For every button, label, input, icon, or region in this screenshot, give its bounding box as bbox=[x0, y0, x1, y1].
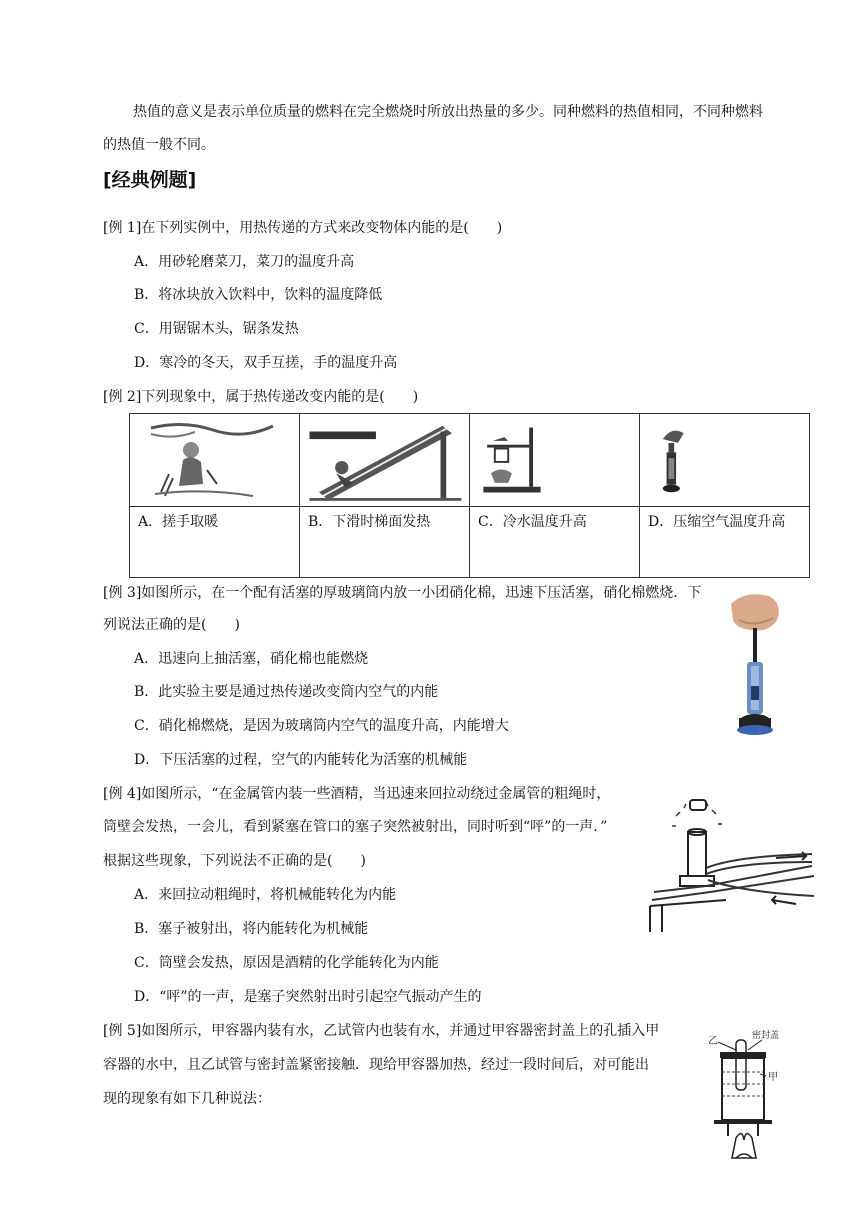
example-1-option-a: A．用砂轮磨菜刀，菜刀的温度升高 bbox=[134, 254, 355, 270]
example-3-option-a: A．迅速向上抽活塞，硝化棉也能燃烧 bbox=[134, 651, 369, 667]
piston-cylinder-figure bbox=[725, 590, 785, 738]
figure-cell-b bbox=[300, 414, 470, 507]
example-4-option-c: C．筒壁会发热，原因是酒精的化学能转化为内能 bbox=[134, 955, 439, 971]
example-1-question: [例 1]在下列实例中，用热传递的方式来改变物体内能的是( ) bbox=[103, 220, 503, 236]
label-jia: 甲 bbox=[768, 1072, 778, 1083]
example-3-option-c: C．硝化棉燃烧，是因为玻璃筒内空气的温度升高，内能增大 bbox=[134, 718, 509, 734]
example-4-option-d: D．“呯”的一声，是塞子突然射出时引起空气振动产生的 bbox=[134, 989, 482, 1005]
example-2-figure-table bbox=[129, 413, 810, 578]
example-5-question-line-3: 现的现象有如下几种说法： bbox=[103, 1091, 271, 1107]
caption-b: B．下滑时梯面发热 bbox=[300, 507, 470, 578]
caption-a: A．搓手取暖 bbox=[130, 507, 300, 578]
compression-figure bbox=[640, 414, 809, 506]
example-3-option-b: B．此实验主要是通过热传递改变筒内空气的内能 bbox=[134, 684, 439, 700]
example-1-option-d: D．寒冷的冬天，双手互搓，手的温度升高 bbox=[134, 355, 398, 371]
example-4-option-b: B．塞子被射出，将内能转化为机械能 bbox=[134, 921, 369, 937]
example-3-question-line-2: 列说法正确的是( ) bbox=[103, 617, 240, 633]
example-4-question-line-3: 根据这些现象，下列说法不正确的是( ) bbox=[103, 853, 366, 869]
example-1-option-b: B．将冰块放入饮料中，饮料的温度降低 bbox=[134, 287, 383, 303]
example-3-question-line-1: [例 3]如图所示，在一个配有活塞的厚玻璃筒内放一小团硝化棉，迅速下压活塞，硝化棉燃烧．下 bbox=[103, 585, 702, 601]
figure-cell-a bbox=[130, 414, 300, 507]
label-seal-cover: 密封盖 bbox=[752, 1031, 780, 1041]
example-4-question-line-1: [例 4]如图所示，“在金属管内装一些酒精，当迅速来回拉动绕过金属管的粗绳时， bbox=[103, 786, 611, 802]
example-5-question-line-1: [例 5]如图所示，甲容器内装有水，乙试管内也装有水，并通过甲容器密封盖上的孔插入甲 bbox=[103, 1023, 660, 1039]
metal-tube-rope-figure bbox=[646, 796, 816, 936]
example-5-question-line-2: 容器的水中，且乙试管与密封盖紧密接触．现给甲容器加热，经过一段时间后，对可能出 bbox=[103, 1057, 649, 1073]
example-4-option-a: A．来回拉动粗绳时，将机械能转化为内能 bbox=[134, 887, 397, 903]
example-1-option-c: C．用锯锯木头，锯条发热 bbox=[134, 321, 299, 337]
intro-paragraph: 热值的意义是表示单位质量的燃料在完全燃烧时所放出热量的多少。同种燃料的热值相同，不同种燃料的热值一般不同。 bbox=[103, 104, 763, 153]
figure-cell-c bbox=[470, 414, 640, 507]
section-heading: [经典例题] bbox=[103, 169, 197, 191]
example-2-question: [例 2]下列现象中，属于热传递改变内能的是( ) bbox=[103, 389, 419, 405]
caption-c: C．冷水温度升高 bbox=[470, 507, 640, 578]
slide-figure bbox=[300, 414, 469, 506]
cold-water-figure bbox=[470, 414, 639, 506]
caption-d: D．压缩空气温度升高 bbox=[640, 507, 810, 578]
example-4-question-line-2: 筒壁会发热，一会儿，看到紧塞在管口的塞子突然被射出，同时听到“呯”的一声．” bbox=[103, 819, 608, 835]
example-3-option-d: D．下压活塞的过程，空气的内能转化为活塞的机械能 bbox=[134, 752, 468, 768]
container-testtube-figure bbox=[706, 1028, 786, 1164]
hand-rubbing-figure bbox=[130, 414, 299, 506]
figure-cell-d bbox=[640, 414, 810, 507]
label-yi: 乙 bbox=[708, 1036, 718, 1047]
